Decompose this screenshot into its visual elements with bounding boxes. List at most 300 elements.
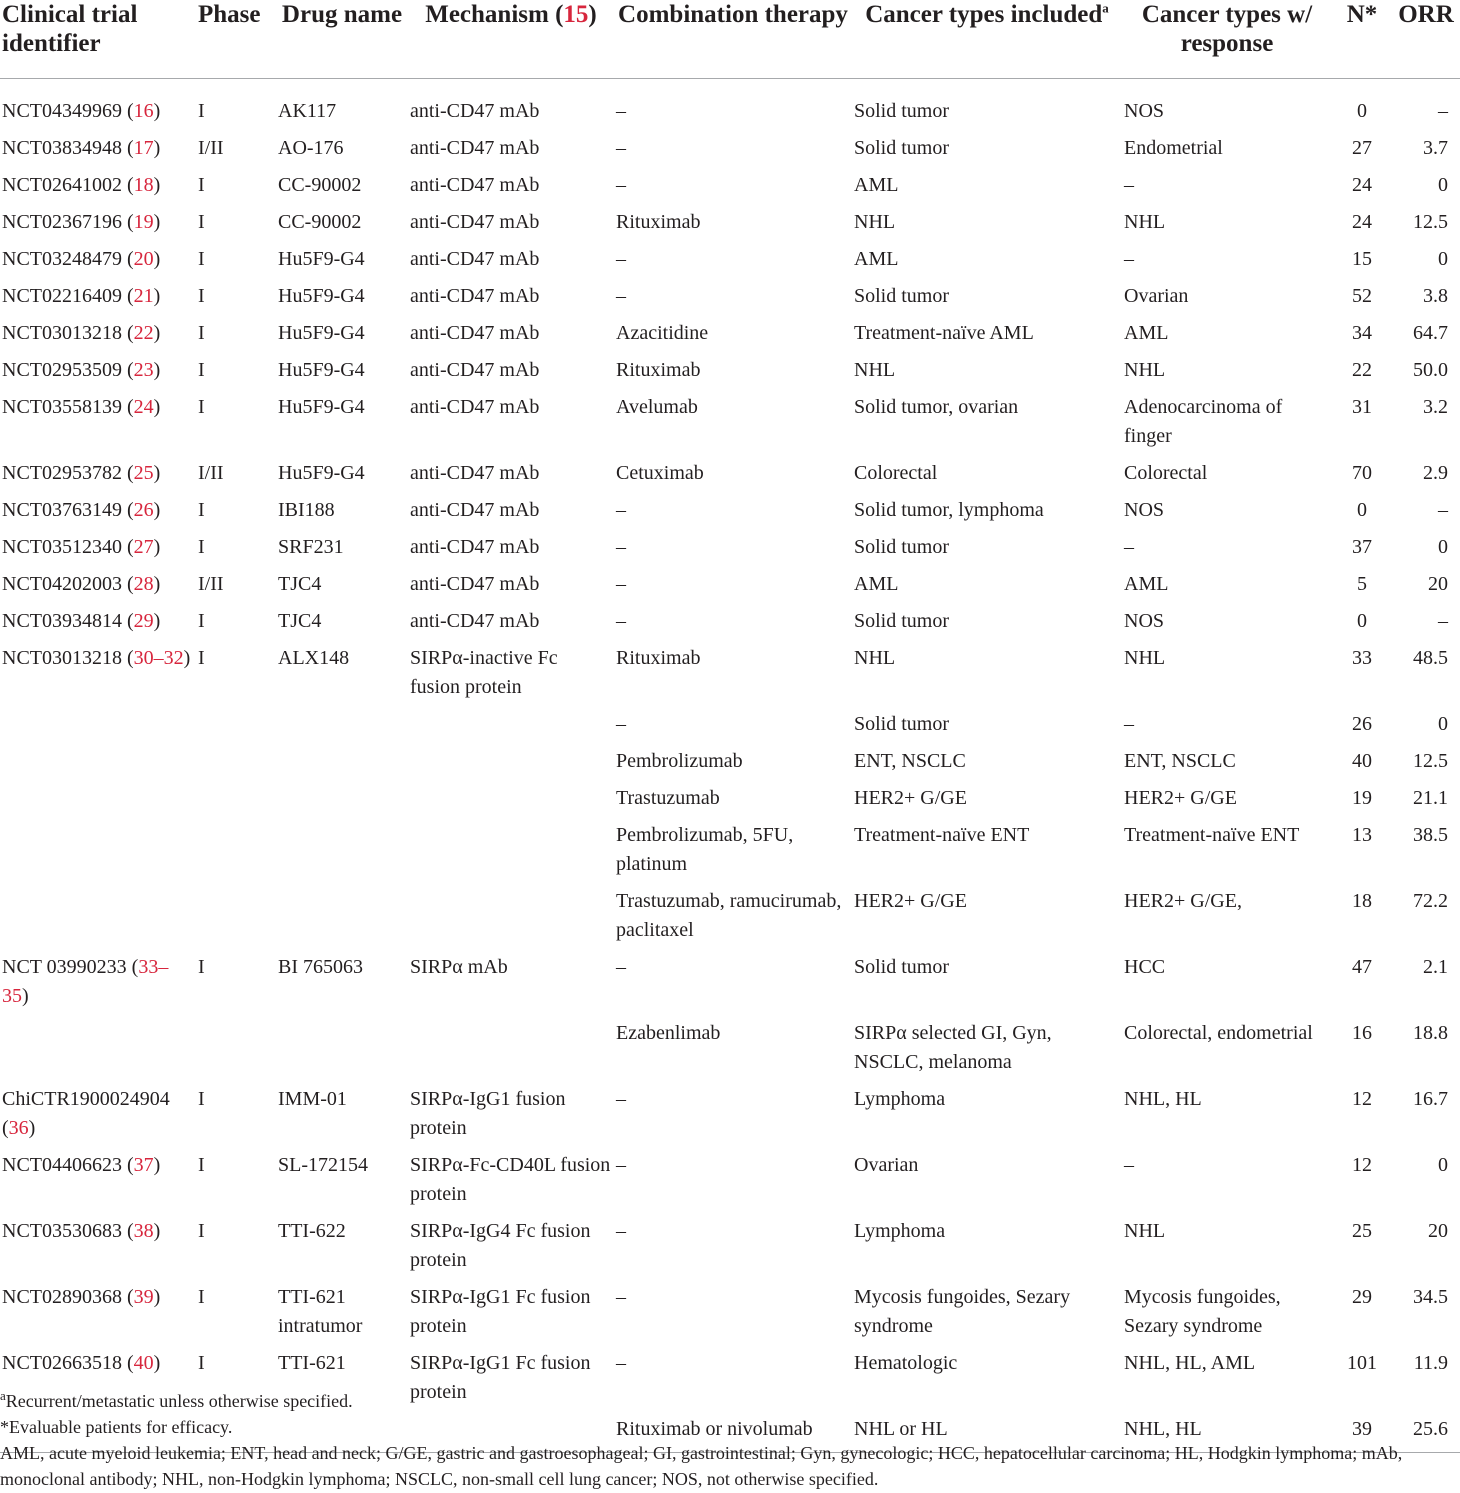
footnote-abbreviations: AML, acute myeloid leukemia; ENT, head and neck; G/GE, gastric and gastroesophageal; GI, gastrointestinal; Gyn, gynecologic; HCC, hepatocellular carcinoma; HL, Hodgkin lymphoma; mAb, monoclonal antibody; NHL, non-Hodgkin lymphoma; NSCLC, non-small cell lung cancer; NOS, not otherwise specified. <box>0 1443 1403 1489</box>
cell-mechanism: SIRPα-IgG4 Fc fusion protein <box>410 1220 591 1271</box>
footnote-star: *Evaluable patients for efficacy. <box>0 1417 233 1437</box>
trial-reference-link[interactable]: 39 <box>133 1286 154 1308</box>
cell-cancer-types: NHL or HL <box>852 1411 1122 1453</box>
table-row <box>0 529 1460 566</box>
cell-phase <box>196 780 276 817</box>
cell-drug-name: IBI188 <box>278 499 335 521</box>
cell-response: ENT, NSCLC <box>1124 750 1236 772</box>
cell-trial-id: NCT03248479 (20) <box>2 248 161 270</box>
cell-cancer-types: HER2+ G/GE <box>854 890 967 912</box>
cell-n: 25 <box>1352 1220 1372 1242</box>
cell-trial-id: NCT 03990233 (33–35) <box>2 956 169 1007</box>
cell-trial-id: NCT02216409 (21) <box>2 285 161 307</box>
cell-orr: 48.5 <box>1413 647 1448 669</box>
cell-combination-therapy: – <box>616 1352 626 1374</box>
cell-mechanism: anti-CD47 mAb <box>410 462 540 484</box>
cell-phase <box>196 883 276 949</box>
trial-reference-link[interactable]: 36 <box>8 1117 29 1139</box>
cell-trial-id <box>0 706 196 743</box>
header-cancer-types-sup: a <box>1102 0 1109 16</box>
cell-drug-name: CC-90002 <box>278 174 362 196</box>
cell-orr: 0 <box>1438 174 1448 196</box>
cell-cancer-types: Solid tumor <box>854 285 950 307</box>
trial-id-text: NCT02890368 <box>2 1286 122 1308</box>
cell-response: NHL <box>1124 359 1166 381</box>
cell-drug-name: SL-172154 <box>278 1154 368 1176</box>
trial-reference-link[interactable]: 17 <box>133 137 154 159</box>
trial-reference-link[interactable]: 21 <box>133 285 154 307</box>
cell-trial-id: ChiCTR1900024904 (36) <box>2 1088 170 1139</box>
table-row <box>0 743 1460 780</box>
cell-drug-name: IMM-01 <box>278 1088 347 1110</box>
cell-mechanism: anti-CD47 mAb <box>410 211 540 233</box>
cell-n: 26 <box>1352 713 1372 735</box>
cell-phase: I <box>198 285 205 307</box>
cell-cancer-types: SIRPα selected GI, Gyn, NSCLC, melanoma <box>854 1022 1052 1073</box>
cell-mechanism: anti-CD47 mAb <box>410 248 540 270</box>
cell-cancer-types: Treatment-naïve AML <box>854 322 1034 344</box>
footnote-a-marker: a <box>0 1388 6 1403</box>
cell-n: 15 <box>1352 248 1372 270</box>
cell-mechanism <box>408 743 614 780</box>
cell-orr: – <box>1438 610 1448 632</box>
table-row <box>0 1279 1460 1345</box>
cell-mechanism: anti-CD47 mAb <box>410 359 540 381</box>
cell-response: HER2+ G/GE, <box>1124 890 1242 912</box>
cell-cancer-types: Solid tumor <box>854 100 950 122</box>
cell-n: 0 <box>1357 610 1367 632</box>
cell-orr: 16.7 <box>1413 1088 1448 1110</box>
cell-orr: 3.8 <box>1423 285 1448 307</box>
cell-mechanism: anti-CD47 mAb <box>410 536 540 558</box>
cell-orr: 0 <box>1438 1154 1448 1176</box>
cell-drug-name: CC-90002 <box>278 211 362 233</box>
cell-drug-name: TTI-621 intratumor <box>278 1286 363 1337</box>
cell-mechanism: anti-CD47 mAb <box>410 285 540 307</box>
cell-response: Adenocarcinoma of finger <box>1124 396 1283 447</box>
trial-id-text: NCT03558139 <box>2 396 122 418</box>
cell-n: 13 <box>1352 824 1372 846</box>
cell-cancer-types: Ovarian <box>854 1154 919 1176</box>
cell-drug-name: ALX148 <box>278 647 350 669</box>
header-trial-id: Clinical trial identifier <box>0 0 196 79</box>
trial-reference-link[interactable]: 40 <box>133 1352 154 1374</box>
cell-trial-id <box>0 743 196 780</box>
cell-phase: I <box>198 174 205 196</box>
table-row <box>0 352 1460 389</box>
cell-combination-therapy: Cetuximab <box>616 462 704 484</box>
cell-response: NOS <box>1124 499 1165 521</box>
cell-drug-name: TJC4 <box>278 610 322 632</box>
table-row <box>0 167 1460 204</box>
cell-phase: I <box>198 647 205 669</box>
cell-orr: 3.7 <box>1423 137 1448 159</box>
table-row <box>0 1081 1460 1147</box>
header-cancer-types-label: Cancer types included <box>865 1 1103 28</box>
cell-trial-id: NCT03512340 (27) <box>2 536 161 558</box>
table-row <box>0 492 1460 529</box>
cell-mechanism: SIRPα-inactive Fc fusion protein <box>410 647 558 698</box>
cell-phase: I/II <box>198 462 224 484</box>
cell-trial-id: NCT02953509 (23) <box>2 359 161 381</box>
cell-n: 39 <box>1332 1411 1392 1453</box>
cell-cancer-types: AML <box>854 174 899 196</box>
cell-orr: 38.5 <box>1413 824 1448 846</box>
cell-combination-therapy: – <box>616 956 626 978</box>
cell-trial-id: NCT02890368 (39) <box>2 1286 161 1308</box>
trial-reference-link[interactable]: 30–32 <box>133 647 184 669</box>
cell-mechanism: SIRPα-Fc-CD40L fusion protein <box>410 1154 611 1205</box>
table-row <box>0 566 1460 603</box>
cell-orr: 18.8 <box>1413 1022 1448 1044</box>
trial-reference-link[interactable]: 24 <box>133 396 154 418</box>
cell-combination-therapy: – <box>616 1088 626 1110</box>
cell-drug-name: Hu5F9-G4 <box>278 285 365 307</box>
trial-id-text: ChiCTR1900024904 <box>2 1088 170 1110</box>
cell-phase: I <box>198 248 205 270</box>
trial-id-text: NCT04349969 <box>2 100 122 122</box>
cell-cancer-types: Colorectal <box>854 462 938 484</box>
cell-trial-id: NCT04349969 (16) <box>2 100 161 122</box>
trial-id-text: NCT03763149 <box>2 499 122 521</box>
cell-response: – <box>1124 536 1134 558</box>
cell-phase: I <box>198 211 205 233</box>
cell-combination-therapy: – <box>616 174 626 196</box>
cell-phase: I <box>198 536 205 558</box>
table-footnotes <box>0 1388 1460 1492</box>
cell-phase: I <box>198 1352 205 1374</box>
trial-id-text: NCT02641002 <box>2 174 122 196</box>
cell-trial-id: NCT03530683 (38) <box>2 1220 161 1242</box>
cell-combination-therapy: Rituximab <box>616 647 701 669</box>
cell-combination-therapy: – <box>616 1220 626 1242</box>
cell-phase <box>196 817 276 883</box>
header-mechanism-label: Mechanism <box>425 1 549 28</box>
cell-phase: I <box>198 322 205 344</box>
cell-n: 5 <box>1357 573 1367 595</box>
cell-drug-name: TJC4 <box>278 573 322 595</box>
trial-id-text: NCT 03990233 <box>2 956 127 978</box>
cell-cancer-types: Hematologic <box>854 1352 958 1374</box>
cell-trial-id <box>0 780 196 817</box>
cell-mechanism: SIRPα-IgG1 Fc fusion protein <box>410 1352 591 1403</box>
trial-id-text: NCT03248479 <box>2 248 122 270</box>
table-row <box>0 706 1460 743</box>
cell-phase: I/II <box>198 573 224 595</box>
cell-n: 0 <box>1357 100 1367 122</box>
header-orr: ORR <box>1392 0 1460 79</box>
cell-drug-name: AK117 <box>278 100 337 122</box>
cell-combination-therapy: – <box>616 1154 626 1176</box>
cell-phase: I/II <box>198 137 224 159</box>
trial-id-text: NCT03834948 <box>2 137 122 159</box>
table-row <box>0 640 1460 706</box>
trial-reference-link[interactable]: 29 <box>133 610 154 632</box>
cell-phase: I <box>198 610 205 632</box>
cell-trial-id: NCT03558139 (24) <box>2 396 161 418</box>
cell-trial-id: NCT03834948 (17) <box>2 137 161 159</box>
cell-mechanism: anti-CD47 mAb <box>410 573 540 595</box>
cell-combination-therapy: Trastuzumab <box>616 787 720 809</box>
cell-n: 12 <box>1352 1154 1372 1176</box>
cell-cancer-types: NHL <box>854 211 896 233</box>
trial-reference-link[interactable]: 19 <box>133 211 154 233</box>
cell-combination-therapy: – <box>616 499 626 521</box>
cell-drug-name: Hu5F9-G4 <box>278 248 365 270</box>
cell-response: NHL <box>1124 211 1166 233</box>
cell-phase: I <box>198 1088 205 1110</box>
cell-response: – <box>1124 174 1134 196</box>
cell-response: NHL, HL, AML <box>1124 1352 1256 1374</box>
trial-reference-link[interactable]: 25 <box>133 462 154 484</box>
cell-cancer-types: ENT, NSCLC <box>854 750 966 772</box>
header-mechanism-ref[interactable]: 15 <box>563 1 589 28</box>
cell-orr: 50.0 <box>1413 359 1448 381</box>
table-row <box>0 1213 1460 1279</box>
cell-trial-id: NCT04406623 (37) <box>2 1154 161 1176</box>
cell-orr: 12.5 <box>1413 211 1448 233</box>
cell-mechanism: SIRPα-IgG1 Fc fusion protein <box>410 1286 591 1337</box>
trial-id-text: NCT02953509 <box>2 359 122 381</box>
cell-trial-id: NCT03763149 (26) <box>2 499 161 521</box>
cell-phase: I <box>198 396 205 418</box>
cell-n: 22 <box>1352 359 1372 381</box>
cell-orr: 72.2 <box>1413 890 1448 912</box>
cell-orr: 3.2 <box>1423 396 1448 418</box>
cell-trial-id: NCT03013218 (22) <box>2 322 161 344</box>
cell-drug-name: TTI-621 <box>278 1352 346 1374</box>
trial-reference-link[interactable]: 20 <box>133 248 154 270</box>
cell-mechanism: anti-CD47 mAb <box>410 499 540 521</box>
cell-cancer-types: NHL <box>854 359 896 381</box>
cell-mechanism: SIRPα-IgG1 fusion protein <box>410 1088 566 1139</box>
cell-mechanism: anti-CD47 mAb <box>410 100 540 122</box>
trial-reference-link[interactable]: 22 <box>133 322 154 344</box>
cell-mechanism: anti-CD47 mAb <box>410 610 540 632</box>
header-drug-name: Drug name <box>276 0 408 79</box>
cell-n: 0 <box>1357 499 1367 521</box>
trial-reference-link[interactable]: 26 <box>133 499 154 521</box>
cell-cancer-types: Solid tumor, lymphoma <box>854 499 1044 521</box>
cell-cancer-types: Lymphoma <box>854 1220 946 1242</box>
cell-orr: 20 <box>1428 573 1448 595</box>
cell-n: 24 <box>1352 174 1372 196</box>
cell-n: 27 <box>1352 137 1372 159</box>
header-n: N* <box>1332 0 1392 79</box>
cell-n: 31 <box>1352 396 1372 418</box>
cell-n: 37 <box>1352 536 1372 558</box>
cell-n: 12 <box>1352 1088 1372 1110</box>
trial-reference-link[interactable]: 37 <box>133 1154 154 1176</box>
table-row <box>0 241 1460 278</box>
cell-drug-name: Hu5F9-G4 <box>278 462 365 484</box>
cell-orr: 64.7 <box>1413 322 1448 344</box>
cell-drug-name <box>276 817 408 883</box>
cell-phase <box>196 706 276 743</box>
cell-n: 16 <box>1352 1022 1372 1044</box>
trial-id-text: NCT04406623 <box>2 1154 122 1176</box>
cell-response: NHL, HL <box>1122 1411 1332 1453</box>
footnote-a <box>0 1388 1460 1414</box>
trial-id-text: NCT02216409 <box>2 285 122 307</box>
cell-combination-therapy: Azacitidine <box>616 322 709 344</box>
cell-orr: 21.1 <box>1413 787 1448 809</box>
cell-combination-therapy: Avelumab <box>616 396 698 418</box>
trial-reference-link[interactable]: 16 <box>133 100 154 122</box>
table-body <box>0 93 1460 1453</box>
cell-response: AML <box>1124 322 1169 344</box>
cell-orr: 25.6 <box>1392 1411 1460 1453</box>
cell-combination-therapy: – <box>616 713 626 735</box>
cell-orr: 0 <box>1438 713 1448 735</box>
cell-combination-therapy: – <box>616 1286 626 1308</box>
trial-reference-link[interactable]: 18 <box>133 174 154 196</box>
header-phase: Phase <box>196 0 276 79</box>
cell-n: 18 <box>1352 890 1372 912</box>
cell-phase: I <box>198 359 205 381</box>
cell-cancer-types: AML <box>854 248 899 270</box>
cell-n: 24 <box>1352 211 1372 233</box>
cell-drug-name: Hu5F9-G4 <box>278 359 365 381</box>
cell-mechanism <box>408 1015 614 1081</box>
cell-drug-name: BI 765063 <box>278 956 363 978</box>
trial-reference-link[interactable]: 23 <box>133 359 154 381</box>
cell-combination-therapy: – <box>616 610 626 632</box>
cell-trial-id <box>0 883 196 949</box>
table-row <box>0 455 1460 492</box>
cell-trial-id: NCT02641002 (18) <box>2 174 161 196</box>
header-combination-therapy: Combination therapy <box>614 0 852 79</box>
table-row <box>0 603 1460 640</box>
trial-id-text: NCT02663518 <box>2 1352 122 1374</box>
cell-response: NOS <box>1124 100 1165 122</box>
cell-mechanism: anti-CD47 mAb <box>410 137 540 159</box>
cell-orr: 20 <box>1428 1220 1448 1242</box>
cell-phase: I <box>198 1286 205 1308</box>
cell-phase: I <box>198 1154 205 1176</box>
cell-cancer-types: Solid tumor <box>854 610 950 632</box>
table-row <box>0 278 1460 315</box>
cell-mechanism: SIRPα mAb <box>410 956 508 978</box>
cell-n: 34 <box>1352 322 1372 344</box>
trial-reference-link[interactable]: 27 <box>133 536 154 558</box>
cell-response: AML <box>1124 573 1169 595</box>
cell-mechanism <box>408 780 614 817</box>
cell-phase: I <box>198 956 205 978</box>
cell-cancer-types: AML <box>854 573 899 595</box>
cell-drug-name: SRF231 <box>278 536 344 558</box>
trial-id-text: NCT04202003 <box>2 573 122 595</box>
cell-combination-therapy: Rituximab <box>616 359 701 381</box>
cell-response: Treatment-naïve ENT <box>1124 824 1300 846</box>
cell-orr: 12.5 <box>1413 750 1448 772</box>
cell-cancer-types: HER2+ G/GE <box>854 787 967 809</box>
cell-orr: 0 <box>1438 248 1448 270</box>
table-row <box>0 817 1460 883</box>
cell-n: 47 <box>1352 956 1372 978</box>
cell-n: 70 <box>1352 462 1372 484</box>
trial-reference-link[interactable]: 28 <box>133 573 154 595</box>
table-row <box>0 204 1460 241</box>
cell-phase: I <box>198 1220 205 1242</box>
cell-cancer-types: Solid tumor <box>854 536 950 558</box>
table-row <box>0 1147 1460 1213</box>
cell-combination-therapy: Rituximab <box>616 211 701 233</box>
trial-id-text: NCT03530683 <box>2 1220 122 1242</box>
cell-drug-name: TTI-622 <box>278 1220 346 1242</box>
table-row <box>0 883 1460 949</box>
cell-drug-name: Hu5F9-G4 <box>278 396 365 418</box>
cell-cancer-types: Lymphoma <box>854 1088 946 1110</box>
header-mechanism: Mechanism (15) <box>408 0 614 79</box>
cell-cancer-types: Solid tumor, ovarian <box>854 396 1019 418</box>
cell-combination-therapy: – <box>616 137 626 159</box>
table-row <box>0 130 1460 167</box>
cell-combination-therapy: Trastuzumab, ramucirumab, paclitaxel <box>616 890 842 941</box>
cell-response: NHL <box>1124 647 1166 669</box>
cell-response: Colorectal <box>1124 462 1208 484</box>
cell-combination-therapy: Ezabenlimab <box>616 1022 721 1044</box>
cell-trial-id <box>0 1015 196 1081</box>
cell-drug-name <box>276 883 408 949</box>
cell-cancer-types: NHL <box>854 647 896 669</box>
cell-phase: I <box>198 100 205 122</box>
cell-combination-therapy: – <box>616 285 626 307</box>
cell-n: 52 <box>1352 285 1372 307</box>
cell-orr: – <box>1438 100 1448 122</box>
cell-cancer-types: Solid tumor <box>854 137 950 159</box>
cell-phase <box>196 1015 276 1081</box>
cell-cancer-types: Solid tumor <box>854 956 950 978</box>
cell-combination-therapy: – <box>616 248 626 270</box>
cell-orr: 11.9 <box>1413 1352 1448 1374</box>
trial-reference-link[interactable]: 33–35 <box>2 956 169 1007</box>
cell-response: – <box>1124 713 1134 735</box>
cell-mechanism <box>408 817 614 883</box>
cell-trial-id <box>0 817 196 883</box>
cell-response: Ovarian <box>1124 285 1189 307</box>
cell-cancer-types: Solid tumor <box>854 713 950 735</box>
cell-drug-name <box>276 706 408 743</box>
cell-mechanism: anti-CD47 mAb <box>410 322 540 344</box>
cell-response: – <box>1124 248 1134 270</box>
cell-trial-id: NCT02367196 (19) <box>2 211 161 233</box>
cell-mechanism: anti-CD47 mAb <box>410 174 540 196</box>
cell-trial-id: NCT03934814 (29) <box>2 610 161 632</box>
cell-combination-therapy: Rituximab or nivolumab <box>614 1411 852 1453</box>
cell-drug-name: Hu5F9-G4 <box>278 322 365 344</box>
cell-mechanism <box>408 883 614 949</box>
cell-orr: 2.9 <box>1423 462 1448 484</box>
trial-id-text: NCT02367196 <box>2 211 122 233</box>
cell-response: HCC <box>1124 956 1166 978</box>
cell-combination-therapy: – <box>616 573 626 595</box>
cell-mechanism <box>408 706 614 743</box>
cell-trial-id: NCT02953782 (25) <box>2 462 161 484</box>
cell-combination-therapy: – <box>616 100 626 122</box>
trial-reference-link[interactable]: 38 <box>133 1220 154 1242</box>
cell-response: NHL <box>1124 1220 1166 1242</box>
cell-drug-name: AO-176 <box>278 137 344 159</box>
cell-combination-therapy: – <box>616 536 626 558</box>
cell-drug-name <box>276 743 408 780</box>
table-row <box>0 1015 1460 1081</box>
table-row <box>0 949 1460 1015</box>
cell-orr: 34.5 <box>1413 1286 1448 1308</box>
trial-id-text: NCT03013218 <box>2 647 122 669</box>
cell-phase <box>196 743 276 780</box>
table-row <box>0 389 1460 455</box>
